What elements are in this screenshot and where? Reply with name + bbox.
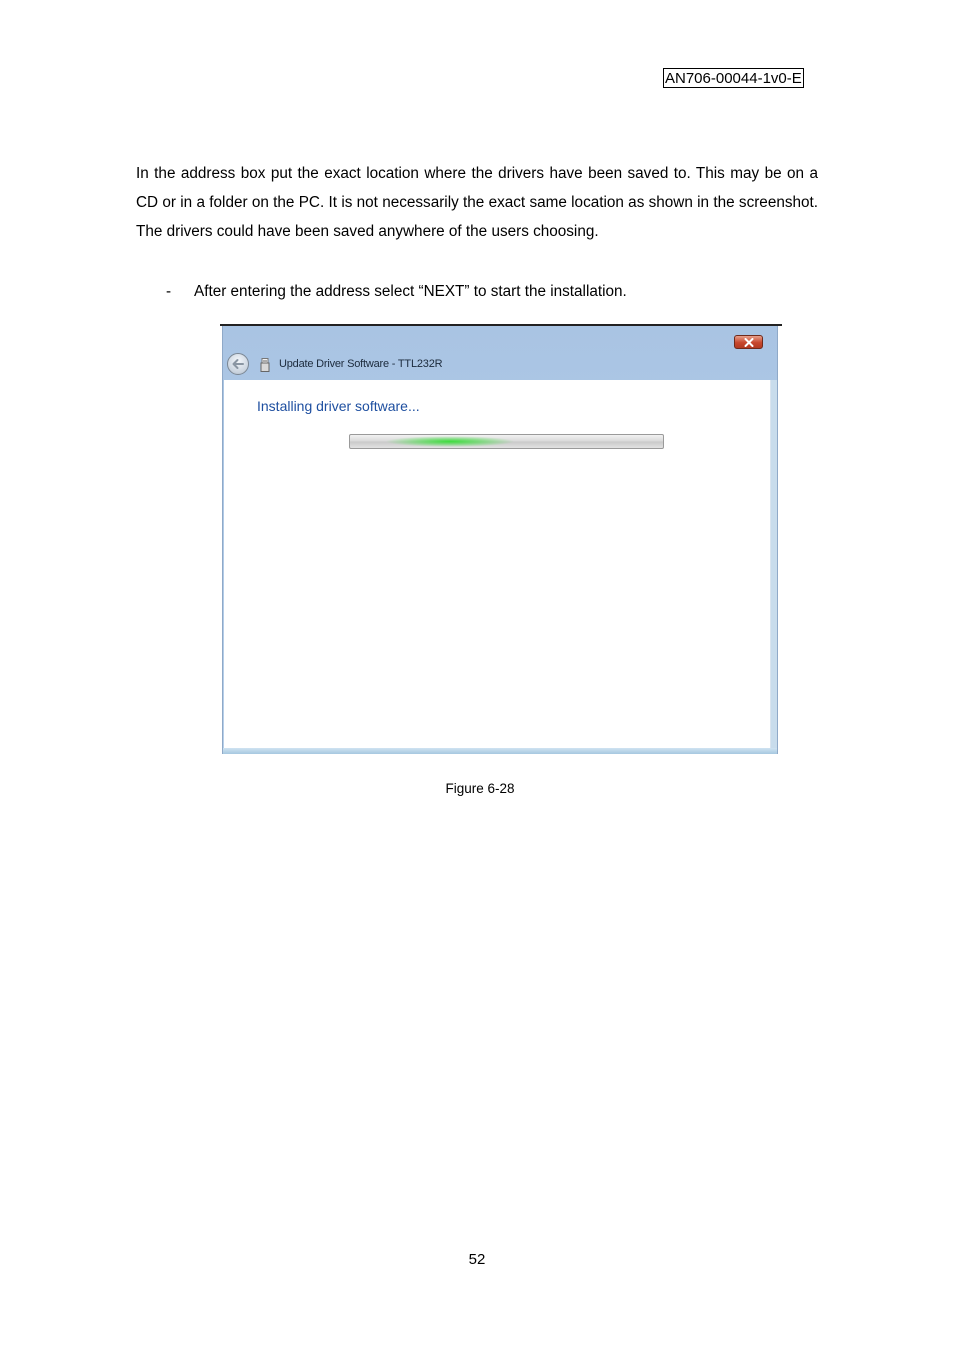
usb-device-icon	[260, 358, 270, 372]
bullet-text: After entering the address select “NEXT” to start the installation.	[194, 283, 627, 300]
page-number: 52	[468, 1251, 486, 1268]
status-heading: Installing driver software...	[257, 398, 420, 414]
window-bottom-edge	[223, 748, 777, 754]
title-bar	[223, 326, 777, 378]
figure-caption: Figure 6-28	[445, 781, 515, 796]
instruction-paragraph: In the address box put the exact location where the drivers have been saved to. This may be on a CD or in a folder on the PC. It is not necessarily the exact same location as shown in the screenshot. The drivers could have been saved anywhere of the users choosing.	[136, 165, 818, 240]
window-right-edge	[771, 380, 777, 754]
window-title: Update Driver Software - TTL232R	[279, 358, 443, 370]
wizard-content	[224, 380, 771, 748]
driver-update-window	[222, 326, 778, 754]
back-arrow-icon	[231, 357, 245, 371]
close-button[interactable]	[734, 335, 763, 349]
document-id: AN706-00044-1v0-E	[665, 70, 802, 87]
close-icon	[744, 338, 754, 347]
bullet-marker: -	[166, 283, 172, 300]
screenshot-figure	[220, 324, 782, 754]
back-button[interactable]	[227, 353, 249, 375]
progress-glow	[385, 436, 515, 447]
progress-bar	[349, 434, 664, 449]
